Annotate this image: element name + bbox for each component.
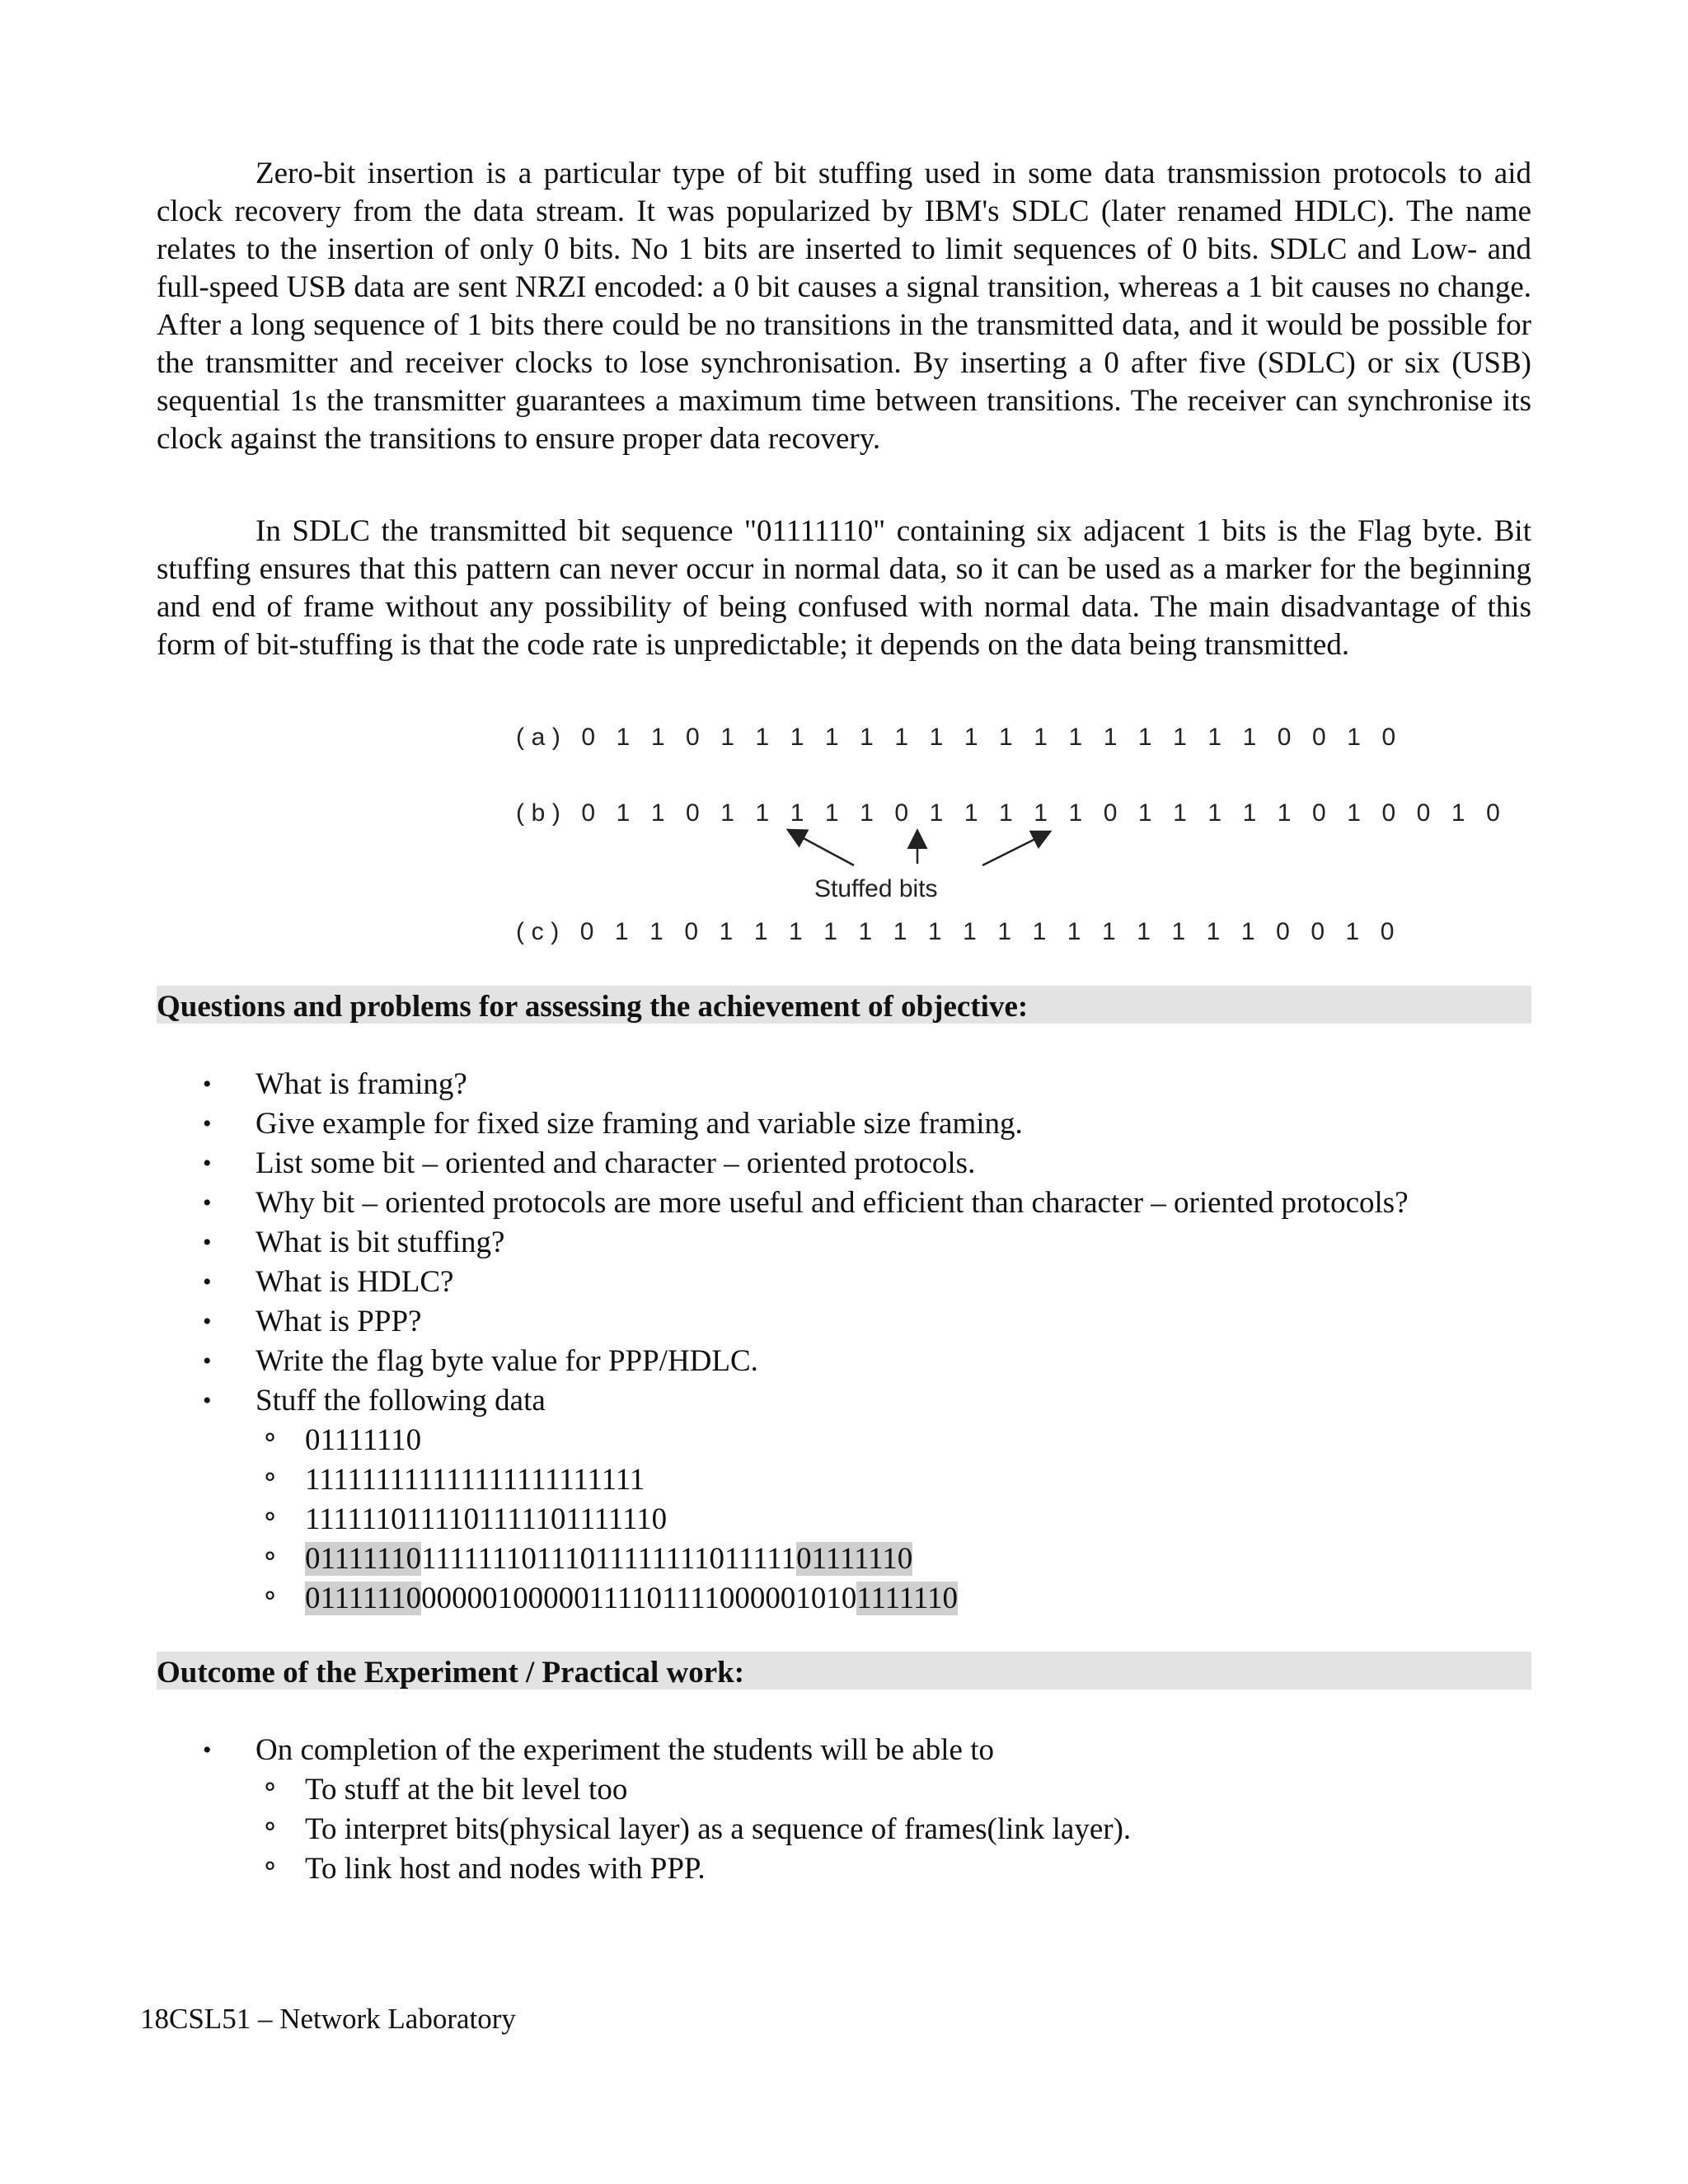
question-item: • What is PPP? <box>157 1302 1558 1342</box>
data-item: ⚬ 01111110 <box>157 1421 1558 1460</box>
bullet-icon: • <box>203 1189 212 1216</box>
bullet-icon: • <box>203 1387 212 1414</box>
question-item: • What is framing? <box>157 1065 1558 1104</box>
data-item: ⚬ 111111111111111111111111 <box>157 1460 1558 1500</box>
bullet-icon: • <box>203 1308 212 1335</box>
paragraph-zero-bit-insertion: Zero-bit insertion is a particular type of bit stuffing used in some data transmission protocols to aid clock recovery from the data stream. It was popularized by IBM's SDLC (later renamed HDLC). The name relates to the insertion of only 0 bits. No 1 bits are inserted to limit sequences of 0 bits. SDLC and Low- and full-speed USB data are sent NRZI encoded: a 0 bit causes a signal transition, whereas a 1 bit causes no change. After a long sequence of 1 bits there could be no transitions in the transmitted data, and it would be possible for the transmitter and receiver clocks to lose synchronisation. By inserting a 0 after five (SDLC) or six (USB) sequential 1s the transmitter guarantees a maximum time between transitions. The receiver can synchronise its clock against the transitions to ensure proper data recovery. <box>157 157 1531 456</box>
page-footer: 18CSL51 – Network Laboratory <box>140 2003 516 2035</box>
bit-stuffing-figure <box>516 717 1507 964</box>
flag-highlight: 01111110 <box>305 1542 422 1576</box>
figure-row-a: (a) 0 1 1 0 1 1 1 1 1 1 1 1 1 1 1 1 1 1 1 1 0 0 1 0 <box>516 724 1403 751</box>
arrow-left <box>790 831 854 865</box>
data-item: ⚬ 01111110000001000001111011110000010101111110 <box>157 1579 1558 1619</box>
stuffed-bits-label: Stuffed bits <box>814 875 938 902</box>
question-item: • Why bit – oriented protocols are more useful and efficient than character – oriented protocols? <box>157 1183 1558 1223</box>
hollow-bullet-icon: ⚬ <box>260 1814 281 1841</box>
outcome-item: • On completion of the experiment the students will be able to <box>157 1731 1558 1770</box>
hollow-bullet-icon: ⚬ <box>260 1504 281 1531</box>
hollow-bullet-icon: ⚬ <box>260 1425 281 1452</box>
outcome-list <box>157 1731 1558 1889</box>
question-item: • Stuff the following data <box>157 1381 1558 1421</box>
outcome-subitem: ⚬ To link host and nodes with PPP. <box>157 1849 1558 1889</box>
flag-highlight: 01111110 <box>305 1582 422 1615</box>
outcome-subitem: ⚬ To interpret bits(physical layer) as a sequence of frames(link layer). <box>157 1810 1558 1849</box>
bullet-icon: • <box>203 1736 212 1764</box>
question-item: • Give example for fixed size framing and variable size framing. <box>157 1104 1558 1144</box>
question-item: • What is HDLC? <box>157 1263 1558 1302</box>
question-item: • List some bit – oriented and character – oriented protocols. <box>157 1144 1558 1183</box>
bullet-icon: • <box>203 1347 212 1375</box>
hollow-bullet-icon: ⚬ <box>260 1465 281 1492</box>
arrow-right <box>982 832 1048 865</box>
data-item: ⚬ 1111110111101111101111110 <box>157 1500 1558 1540</box>
hollow-bullet-icon: ⚬ <box>260 1774 281 1802</box>
hollow-bullet-icon: ⚬ <box>260 1544 281 1571</box>
question-item: • Write the flag byte value for PPP/HDLC. <box>157 1342 1558 1381</box>
outcome-heading: Outcome of the Experiment / Practical work: <box>157 1656 745 1690</box>
data-item: ⚬ 011111101111111011101111111101111101111110 <box>157 1540 1558 1579</box>
questions-heading-bar <box>157 986 1531 1024</box>
questions-heading: Questions and problems for assessing the achievement of objective: <box>157 990 1029 1024</box>
bullet-icon: • <box>203 1110 212 1137</box>
hollow-bullet-icon: ⚬ <box>260 1854 281 1881</box>
question-item: • What is bit stuffing? <box>157 1223 1558 1263</box>
questions-list <box>157 1065 1558 1619</box>
bullet-icon: • <box>203 1071 212 1098</box>
hollow-bullet-icon: ⚬ <box>260 1583 281 1610</box>
bullet-icon: • <box>203 1150 212 1177</box>
outcome-subitem: ⚬ To stuff at the bit level too <box>157 1770 1558 1810</box>
bullet-icon: • <box>203 1268 212 1296</box>
bullet-icon: • <box>203 1229 212 1256</box>
flag-highlight: 01111110 <box>796 1542 913 1576</box>
outcome-heading-bar <box>157 1652 1531 1690</box>
paragraph-sdlc-flag: In SDLC the transmitted bit sequence "01111110" containing six adjacent 1 bits is the Flag byte. Bit stuffing ensures that this pattern can never occur in normal data, so it can be used as a marker for the beginning and end of frame without any possibility of being confused with normal data. The main disadvantage of this form of bit-stuffing is that the code rate is unpredictable; it depends on the data being transmitted. <box>157 514 1531 662</box>
stuffed-bits-arrows <box>516 717 1258 964</box>
flag-highlight: 1111110 <box>856 1582 959 1615</box>
figure-row-c: (c) 0 1 1 0 1 1 1 1 1 1 1 1 1 1 1 1 1 1 1 1 0 0 1 0 <box>516 918 1402 945</box>
figure-row-b: (b) 0 1 1 0 1 1 1 1 1 0 1 1 1 1 1 0 1 1 1 1 1 0 1 0 0 1 0 <box>516 799 1507 827</box>
